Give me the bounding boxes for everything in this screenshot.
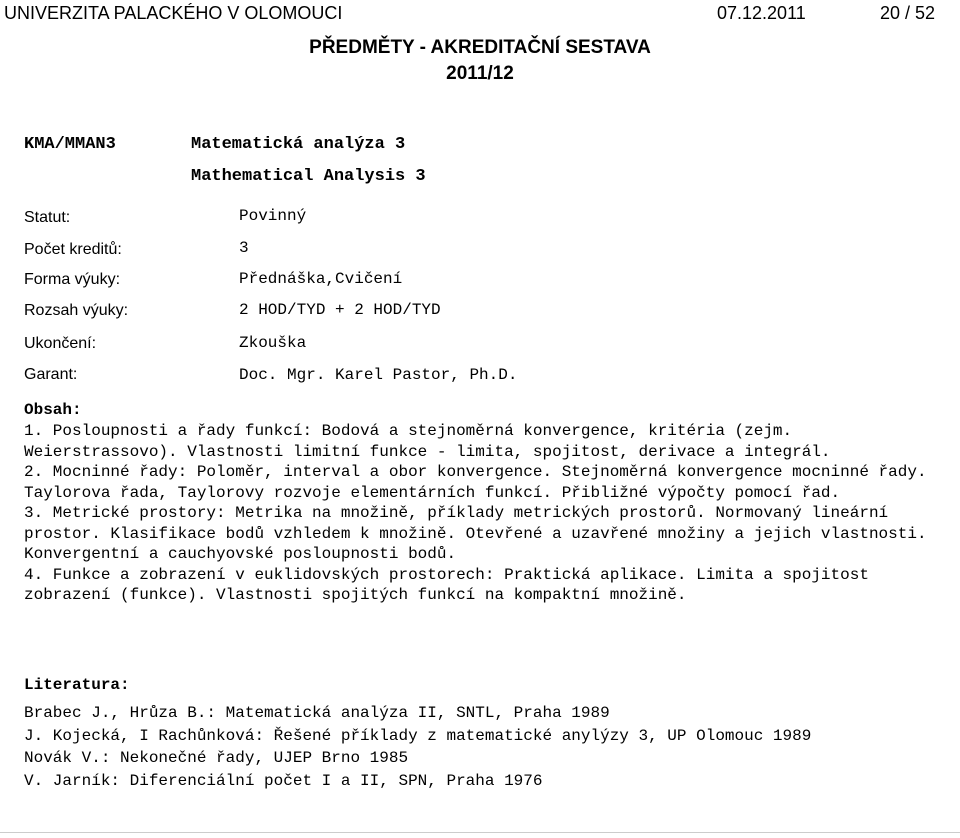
field-value-completion: Zkouška [239, 334, 307, 352]
literature-item: J. Kojecká, I Rachůnková: Řešené příklady z matematické anylýzy 3, UP Olomouc 1989 [24, 726, 812, 745]
academic-year: 2011/12 [446, 63, 514, 84]
field-label-statut: Statut: [24, 209, 71, 226]
footer-divider [0, 832, 960, 833]
field-value-form: Přednáška,Cvičení [239, 270, 403, 288]
report-date: 07.12.2011 [717, 3, 806, 23]
report-title: PŘEDMĚTY - AKREDITAČNÍ SESTAVA [309, 37, 651, 58]
content-paragraph: 2. Mocninné řady: Poloměr, interval a obor konvergence. Stejnoměrná konvergence mocninné řady. Taylorova řada, Taylorovy rozvoje elementárních funkcí. Přibližné výpočty pomocí řad. [24, 463, 927, 502]
literature-item: Novák V.: Nekonečné řady, UJEP Brno 1985 [24, 749, 409, 767]
literature-heading: Literatura: [24, 676, 130, 694]
field-value-credits: 3 [239, 239, 249, 257]
university-name: UNIVERZITA PALACKÉHO V OLOMOUCI [4, 3, 343, 23]
course-code: KMA/MMAN3 [24, 135, 116, 154]
content-paragraph: 4. Funkce a zobrazení v euklidovských prostorech: Praktická aplikace. Limita a spojitost zobrazení (funkce). Vlastnosti spojitých funkcí na kompaktní množině. [24, 565, 869, 604]
field-label-guarantor: Garant: [24, 366, 78, 383]
page-number: 20 / 52 [880, 3, 936, 23]
field-label-form: Forma výuky: [24, 271, 121, 288]
literature-item: Brabec J., Hrůza B.: Matematická analýza II, SNTL, Praha 1989 [24, 704, 610, 722]
field-label-completion: Ukončení: [24, 335, 97, 352]
field-label-credits: Počet kreditů: [24, 241, 122, 258]
content-heading: Obsah: [24, 401, 82, 419]
literature-item: V. Jarník: Diferenciální počet I a II, SPN, Praha 1976 [24, 771, 543, 790]
literature-list [24, 703, 954, 793]
field-value-guarantor: Doc. Mgr. Karel Pastor, Ph.D. [239, 366, 518, 384]
course-name-cz: Matematická analýza 3 [191, 135, 406, 154]
course-name-en: Mathematical Analysis 3 [191, 167, 426, 186]
field-value-range: 2 HOD/TYD + 2 HOD/TYD [239, 301, 441, 319]
content-paragraph: 3. Metrické prostory: Metrika na množině, příklady metrických prostorů. Normovaný lineární prostor. Klasifikace bodů vzhledem k množině. Otevřené a uzavřené množiny a jejich vlastnosti. Konvergentní a cauchyovské posloupnosti bodů. [24, 504, 927, 563]
field-value-statut: Povinný [239, 207, 307, 225]
content-body [24, 421, 954, 606]
field-label-range: Rozsah výuky: [24, 302, 129, 319]
content-paragraph: 1. Posloupnosti a řady funkcí: Bodová a stejnoměrná konvergence, kritéria (zejm. Weierstrassovo). Vlastnosti limitní funkce - limita, spojitost, derivace a integrál. [24, 422, 831, 461]
